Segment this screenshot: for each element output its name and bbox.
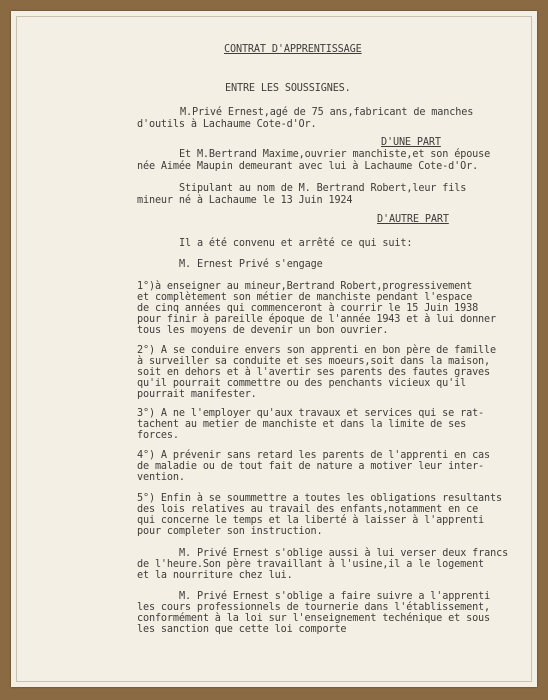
party2-line-2: née Aimée Maupin demeurant avec lui à Lachaume Cote-d'Or.	[137, 161, 479, 172]
clause3-line-3: forces.	[137, 430, 179, 441]
document-page	[11, 11, 537, 687]
clause5-line-4: pour completer son instruction.	[137, 526, 323, 537]
clause1-line-5: tous les moyens de devenir un bon ouvrier.	[137, 325, 389, 336]
clause1-line-2: et complètement son métier de manchiste pendant l'espace	[137, 292, 473, 303]
pay-line-2: de l'heure.Son père travaillant à l'usine,il a le logement	[137, 559, 485, 570]
clause2-line-2: à surveiller sa conduite et ses moeurs,soit dans la maison,	[137, 356, 491, 367]
pay-line-1: M. Privé Ernest s'oblige aussi à lui verser deux francs	[179, 548, 509, 559]
clause1-line-1: 1°)à enseigner au mineur,Bertrand Robert,progressivement	[137, 281, 473, 292]
clause2-line-5: pourrait manifester.	[137, 389, 257, 400]
pay-line-3: et la nourriture chez lui.	[137, 570, 293, 581]
clause1-line-4: pour finir à pareille époque de l'année 1943 et à lui donner	[137, 314, 497, 325]
agreed-line: Il a été convenu et arrêté ce qui suit:	[179, 238, 413, 249]
clause4-line-2: de maladie ou de tout fait de nature a motiver leur inter-	[137, 461, 485, 472]
between-heading: ENTRE LES SOUSSIGNES.	[225, 83, 351, 94]
clause5-line-3: qui concerne le temps et la liberté à laisser à l'apprenti	[137, 515, 485, 526]
party3-line-1: Stipulant au nom de M. Bertrand Robert,leur fils	[179, 183, 467, 194]
clause4-line-1: 4°) A prévenir sans retard les parents de l'apprenti en cas	[137, 450, 491, 461]
party1-tag: D'UNE PART	[381, 137, 441, 148]
party2-line-1: Et M.Bertrand Maxime,ouvrier manchiste,et son épouse	[179, 149, 491, 160]
clause2-line-3: soit en dehors et à l'avertir ses parents des fautes graves	[137, 367, 491, 378]
courses-line-2: les cours professionnels de tournerie dans l'établissement,	[137, 602, 491, 613]
clause2-line-4: qu'il pourrait commettre ou des penchants vicieux qu'il	[137, 378, 467, 389]
party1-line-1: M.Privé Ernest,agé de 75 ans,fabricant de manches	[180, 107, 474, 118]
courses-line-3: conformément à la loi sur l'enseignement techénique et sous	[137, 613, 491, 624]
clause4-line-3: vention.	[137, 472, 185, 483]
clause3-line-2: tachent au metier de manchiste et dans la limite de ses	[137, 419, 467, 430]
clause5-line-2: des lois relatives au travail des enfants,notamment en ce	[137, 504, 479, 515]
typed-contract	[11, 11, 537, 687]
party1-line-2: d'outils à Lachaume Cote-d'Or.	[137, 119, 317, 130]
engages-line: M. Ernest Privé s'engage	[179, 259, 323, 270]
clause2-line-1: 2°) A se conduire envers son apprenti en bon père de famille	[137, 345, 497, 356]
party3-line-2: mineur né à Lachaume le 13 Juin 1924	[137, 195, 353, 206]
document-title: CONTRAT D'APPRENTISSAGE	[224, 44, 362, 55]
courses-line-1: M. Privé Ernest s'oblige a faire suivre a l'apprenti	[179, 591, 491, 602]
clause1-line-3: de cinq années qui commenceront à courrir le 15 Juin 1938	[137, 303, 479, 314]
clause3-line-1: 3°) A ne l'employer qu'aux travaux et services qui se rat-	[137, 408, 485, 419]
courses-line-4: les sanction que cette loi comporte	[137, 624, 347, 635]
party3-tag: D'AUTRE PART	[377, 214, 449, 225]
clause5-line-1: 5°) Enfin à se soummettre a toutes les obligations resultants	[137, 493, 502, 504]
